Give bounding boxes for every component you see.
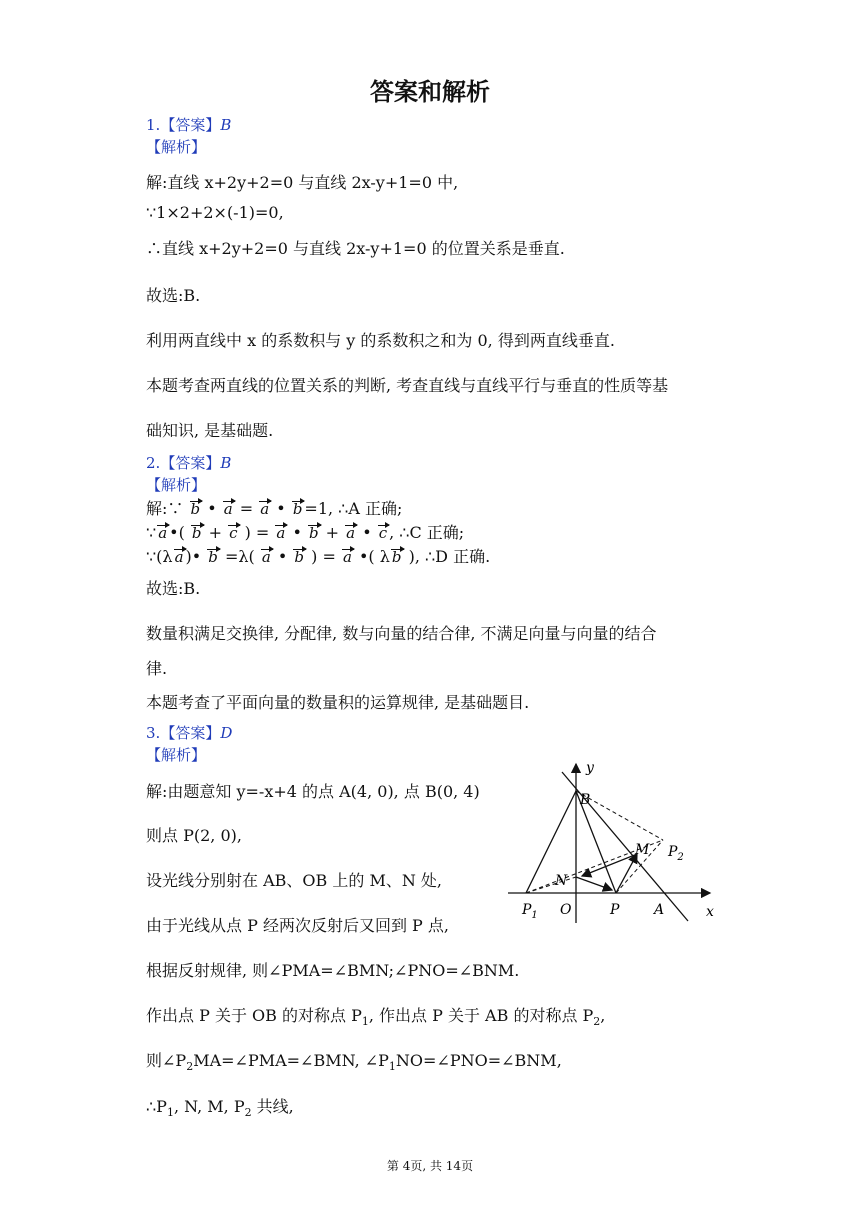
vector-b: b [391,548,402,566]
q3-line-8a: ∴P [146,1097,167,1116]
label-n: N [555,873,568,889]
q3-line-6a: 作出点 P 关于 OB 的对称点 P [146,1006,362,1025]
q1-line-3: ∴直线 x+2y+2=0 与直线 2x-y+1=0 的位置关系是垂直. [146,239,565,258]
ray-pm [616,854,637,893]
q2-answer-value: B [220,454,232,472]
q3-line-5: 根据反射规律, 则∠PMA=∠BMN;∠PNO=∠BNM. [146,961,520,980]
q3-line-3: 设光线分别射在 AB、OB 上的 M、N 处, [146,871,443,890]
q1-line-6: 本题考查两直线的位置关系的判断, 考查直线与直线平行与垂直的性质等基 [146,376,669,395]
q3-line-4: 由于光线从点 P 经两次反射后又回到 P 点, [146,916,449,935]
label-y: y [586,760,594,776]
q3-line-7a: 则∠P [146,1051,187,1070]
q3-line-7 [146,1048,562,1073]
lambda-symbol: λ [238,547,249,566]
page-title: 答案和解析 [370,78,490,106]
subscript-1: 1 [388,1060,396,1073]
q2-line-4: 故选:B. [146,579,201,598]
subscript-1: 1 [361,1015,369,1028]
label-a: A [654,902,665,918]
q2-answer-label: 【答案】 [160,454,221,472]
q3-number: 3. [146,724,161,742]
q2-line-2-pre: ∵ [146,523,157,542]
q2-line-1-post: =1, ∴A 正确; [304,499,403,518]
vector-a: a [261,548,271,566]
q1-analysis-label: 【解析】 [146,138,207,156]
q3-analysis-label: 【解析】 [146,746,207,764]
q3-line-6 [146,1003,605,1028]
q2-analysis-label: 【解析】 [146,476,207,494]
vector-b: b [191,524,202,542]
q3-line-8c: 共线, [251,1097,294,1116]
vector-a: a [346,524,356,542]
q1-number: 1. [146,116,161,134]
reflection-diagram [500,758,730,928]
subscript-2: 2 [186,1060,194,1073]
q2-number: 2. [146,454,161,472]
ray-mn [582,854,637,876]
q1-answer-header [146,114,231,135]
q3-line-2: 则点 P(2, 0), [146,826,242,845]
vector-a: a [276,524,286,542]
q3-answer-label: 【答案】 [160,724,221,742]
vector-b: b [190,500,201,518]
vector-b: b [292,500,303,518]
vector-b: b [208,548,218,566]
vector-a: a [158,524,168,542]
q1-line-5: 利用两直线中 x 的系数积与 y 的系数积之和为 0, 得到两直线垂直. [146,331,615,350]
q2-answer-header [146,452,231,473]
q3-line-8b: , N, M, P [173,1097,245,1116]
q3-line-1: 解:由题意知 y=-x+4 的点 A(4, 0), 点 B(0, 4) [146,782,480,801]
q3-line-6b: , 作出点 P 关于 AB 的对称点 P [368,1006,594,1025]
label-p2: $P_2$ [668,844,684,863]
subscript-1: 1 [166,1106,174,1119]
vector-a: a [174,548,184,566]
q3-line-7b: MA=∠PMA=∠BMN, ∠P [193,1051,389,1070]
q2-line-7: 本题考查了平面向量的数量积的运算规律, 是基础题目. [146,693,530,712]
q1-answer-label: 【答案】 [160,116,221,134]
vector-a: a [223,500,233,518]
vector-b: b [308,524,319,542]
segment-p1n-dashed [526,877,576,893]
q2-line-6: 律. [146,659,168,678]
label-x: x [706,904,714,920]
q1-line-7: 础知识, 是基础题. [146,421,274,440]
vector-a: a [342,548,352,566]
label-m: M [635,842,650,858]
page-footer: 第 4页, 共 14页 [386,1159,474,1173]
vector-c: c [378,524,388,542]
ray-np [576,877,612,890]
label-b: B [580,792,591,808]
q3-line-6c: , [600,1006,606,1025]
q2-line-3-pre: ∵(λ [146,547,173,566]
vector-b: b [294,548,305,566]
q2-line-3-post: , ∴D 正确. [414,547,491,566]
q3-line-7c: NO=∠PNO=∠BNM, [395,1051,562,1070]
q2-line-1: 解:∵ b • a = a • b =1, ∴A 正确; [146,499,403,518]
q1-line-2: ∵1×2+2×(-1)=0, [146,203,284,222]
q3-answer-value: D [220,724,233,742]
subscript-2: 2 [593,1015,601,1028]
vector-c: c [229,524,238,542]
q3-line-8 [146,1094,294,1119]
vector-a: a [260,500,270,518]
label-p: P [610,902,620,918]
q2-line-5: 数量积满足交换律, 分配律, 数与向量的结合律, 不满足向量与向量的结合 [146,624,657,643]
q2-line-1-pre: 解:∵ [146,499,184,518]
subscript-2: 2 [244,1106,252,1119]
q2-line-2-post: , ∴C 正确; [389,523,465,542]
segment-bp1 [526,791,576,893]
q2-line-3: ∵(λ a )• b =λ( a • b ) = a •( λ b ), ∴D 正确. [146,547,491,566]
q1-line-4: 故选:B. [146,286,201,305]
q3-answer-header [146,722,232,743]
q1-answer-value: B [220,116,232,134]
label-o: O [560,902,572,918]
label-p1: $P_1$ [522,902,538,921]
lambda-symbol: λ [379,547,390,566]
q2-line-2: ∵ a •( b + c ) = a • b + a • c , ∴C 正确; [146,523,465,542]
q1-line-1: 解:直线 x+2y+2=0 与直线 2x-y+1=0 中, [146,173,459,192]
